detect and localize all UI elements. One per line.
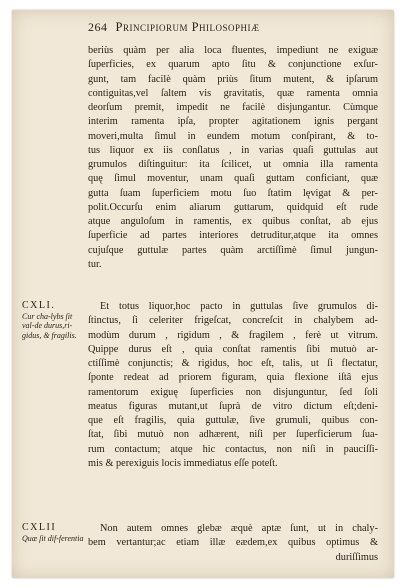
page-number: 264 [88, 20, 108, 34]
paragraph-continuation [88, 44, 378, 272]
text-line: quę ſimul moventur, unam quaſi guttam conficiant, quæ [88, 173, 378, 185]
text-line: Et totus liquor,hoc pacto in guttulas ſive grumulos di- [100, 301, 378, 312]
text-line: beriùs quàm per alia loca fluentes, impediunt ne exiguæ [88, 45, 378, 56]
text-line: gunt, tam facilè quàm priùs ſitum mutent, & ipſarum [88, 73, 378, 85]
margin-note-cxlii [22, 522, 84, 543]
text-line: Quippe durus eſt , quia conſtat ramentis ſibi mutuò ar- [88, 343, 378, 355]
text-line: ſuperficies, ex quarum apto ſitu & conjunctione exſur- [88, 59, 378, 71]
text-line: deorſum premit, impedit ne facilè disjungantur. Cùmque [88, 102, 378, 113]
margin-note-cxli [22, 300, 84, 340]
running-header [88, 20, 378, 35]
text-line: interim ramenta ipſa, propter agitationem ignis pergant [88, 116, 378, 128]
text-line: cujuſque guttulæ partes quàm arctiſſimè ſimul jungun- [88, 244, 378, 256]
text-line: grumulos diſtinguitur: ita ſcilicet, ut omnia illa ramenta [88, 159, 378, 170]
paragraph-cxlii [88, 522, 378, 565]
text-line: atque anguloſum in ramentis, ex quibus conſtat, ab ejus [88, 216, 378, 227]
text-line: tur. [88, 258, 102, 270]
text-line: polit.Occurſu enim aliarum guttarum, quidquid eſt rude [88, 201, 378, 213]
text-line: que eſt fragilis, quia guttulæ, ſive grumuli, quibus con- [88, 415, 378, 426]
text-line: bem vertantur;ac etiam illæ eædem,ex quibus optimus & [88, 537, 378, 549]
running-title: Principiorum Philosophiæ [115, 20, 260, 34]
book-page [12, 10, 394, 578]
text-line: ſponte redeat ad priorem figuram, quia flexione iſtâ ejus [88, 372, 378, 384]
text-line: tus liquor ex iis conſlatus , in varias quaſi guttulas aut [88, 144, 378, 156]
margin-note-text: Quæ ſit dif-ferentia [22, 534, 84, 543]
text-line: ctiſſimè conjunctis; & rigidus, hoc eſt, talis, ut ſi flectatur, [88, 358, 378, 369]
margin-note-text: Cur cha-lybs ſit val-de durus,ri-gidus, & fragilis. [22, 312, 77, 340]
paragraph-cxli [88, 300, 378, 471]
text-line: modùm durum , rigidum , & fragilem , ferè ut vitrum. [88, 329, 378, 341]
text-line: ſtat, ſibi mutuò non adhærent, niſi per ſuperficierum ſua- [88, 429, 378, 441]
text-line: ſtinctus, ſi celeriter frigeſcat, concreſcit in chalybem ad- [88, 315, 378, 327]
catchword: duriſſimus [335, 551, 378, 563]
text-line: contiguitas,vel ſaltem vis gravitatis, quæ ramenta omnia [88, 87, 378, 99]
text-line: rum contactum; atque hic contactus, non niſi in pauciſſi- [88, 443, 378, 455]
text-line: mis & perexiguis locis immediatus eſſe poteſt. [88, 457, 278, 469]
text-line: Non autem omnes glebæ æquè aptæ ſunt, ut in chaly- [100, 523, 378, 534]
text-line: meatus figuras mutant,ut ſuprà de vitro dictum eſt;deni- [88, 400, 378, 412]
text-line: ramentorum exiguę ſuperficies non disjunguntur, ſed ſoli [88, 386, 378, 398]
text-line: ſuperficie ad partes interiores detruditur,atque ita omnes [88, 230, 378, 242]
section-number: CXLII [22, 522, 57, 533]
text-line: gutta ſuam ſuperficiem motu ſuo ſtatim lęvigat & per- [88, 187, 378, 199]
section-number: CXLI. [22, 300, 56, 311]
text-line: moveri,multa ſimul in eundem motum conſpirant, & to- [88, 130, 378, 142]
